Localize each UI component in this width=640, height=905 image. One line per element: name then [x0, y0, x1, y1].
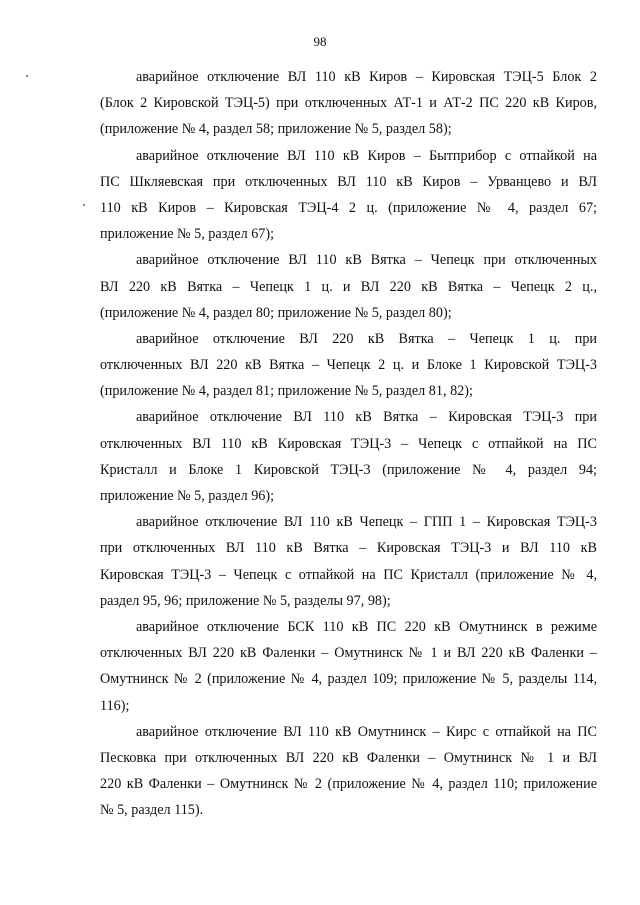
paragraph-6 [100, 509, 597, 614]
text-line: отключенных ВЛ 220 кВ Вятка – Чепецк 2 ц. и Блоке 1 Кировской ТЭЦ-3 [100, 357, 597, 374]
text-line: при отключенных ВЛ 110 кВ Вятка – Кировская ТЭЦ-3 и ВЛ 110 кВ [100, 540, 597, 557]
paragraph-1 [100, 64, 597, 143]
text-line: отключенных ВЛ 110 кВ Кировская ТЭЦ-3 – Чепецк с отпайкой на ПС [100, 435, 597, 452]
text-line: Кристалл и Блоке 1 Кировской ТЭЦ-3 (приложение № 4, раздел 94; [100, 461, 597, 478]
text-line: приложение № 5, раздел 67); [100, 226, 275, 243]
text-line: аварийное отключение ВЛ 110 кВ Вятка – Кировская ТЭЦ-3 при [136, 409, 597, 426]
document-body [100, 64, 597, 823]
text-line: 110 кВ Киров – Кировская ТЭЦ-4 2 ц. (приложение № 4, раздел 67; [100, 199, 597, 216]
text-line: приложение № 5, раздел 96); [100, 488, 275, 504]
text-line: аварийное отключение ВЛ 110 кВ Вятка – Чепецк при отключенных [136, 252, 597, 269]
paragraph-2 [100, 143, 597, 248]
text-line: (Блок 2 Кировской ТЭЦ-5) при отключенных АТ-1 и АТ-2 ПС 220 кВ Киров, [100, 95, 597, 112]
paragraph-3 [100, 247, 597, 326]
text-line: 116); [100, 697, 130, 714]
text-line: аварийное отключение ВЛ 110 кВ Омутнинск – Кирс с отпайкой на ПС [136, 723, 597, 740]
text-line: (приложение № 4, раздел 80; приложение № 5, раздел 80); [100, 304, 452, 321]
text-line: ПС Шкляевская при отключенных ВЛ 110 кВ Киров – Урванцево и ВЛ [100, 173, 597, 190]
text-line: Кировская ТЭЦ-3 – Чепецк с отпайкой на ПС Кристалл (приложение № 4, [100, 566, 597, 583]
text-line: Песковка при отключенных ВЛ 220 кВ Фаленки – Омутнинск № 1 и ВЛ [100, 749, 597, 766]
text-line: отключенных ВЛ 220 кВ Фаленки – Омутнинск № 1 и ВЛ 220 кВ Фаленки – [100, 645, 597, 662]
paragraph-4 [100, 326, 597, 405]
text-line: аварийное отключение БСК 110 кВ ПС 220 кВ Омутнинск в режиме [136, 618, 597, 635]
paragraph-8 [100, 719, 597, 824]
text-line: ВЛ 220 кВ Вятка – Чепецк 1 ц. и ВЛ 220 кВ Вятка – Чепецк 2 ц., [100, 278, 597, 295]
text-line: Омутнинск № 2 (приложение № 4, раздел 109; приложение № 5, разделы 114, [100, 671, 597, 688]
text-line: аварийное отключение ВЛ 110 кВ Киров – Бытприбор с отпайкой на [136, 147, 597, 164]
scan-speck [83, 204, 85, 206]
page-number: 98 [313, 34, 327, 49]
text-line: (приложение № 4, раздел 81; приложение № 5, раздел 81, 82); [100, 383, 473, 400]
text-line: аварийное отключение ВЛ 110 кВ Чепецк – ГПП 1 – Кировская ТЭЦ-3 [136, 514, 597, 531]
text-line: (приложение № 4, раздел 58; приложение № 5, раздел 58); [100, 121, 452, 138]
text-line: аварийное отключение ВЛ 220 кВ Вятка – Чепецк 1 ц. при [136, 330, 597, 347]
text-line: 220 кВ Фаленки – Омутнинск № 2 (приложение № 4, раздел 110; приложение [100, 776, 597, 793]
text-line: № 5, раздел 115). [100, 802, 204, 819]
text-line: раздел 95, 96; приложение № 5, разделы 97, 98); [100, 592, 391, 609]
text-line: аварийное отключение ВЛ 110 кВ Киров – Кировская ТЭЦ-5 Блок 2 [136, 69, 597, 85]
scan-speck [26, 75, 28, 77]
paragraph-5 [100, 404, 597, 509]
paragraph-7 [100, 614, 597, 719]
